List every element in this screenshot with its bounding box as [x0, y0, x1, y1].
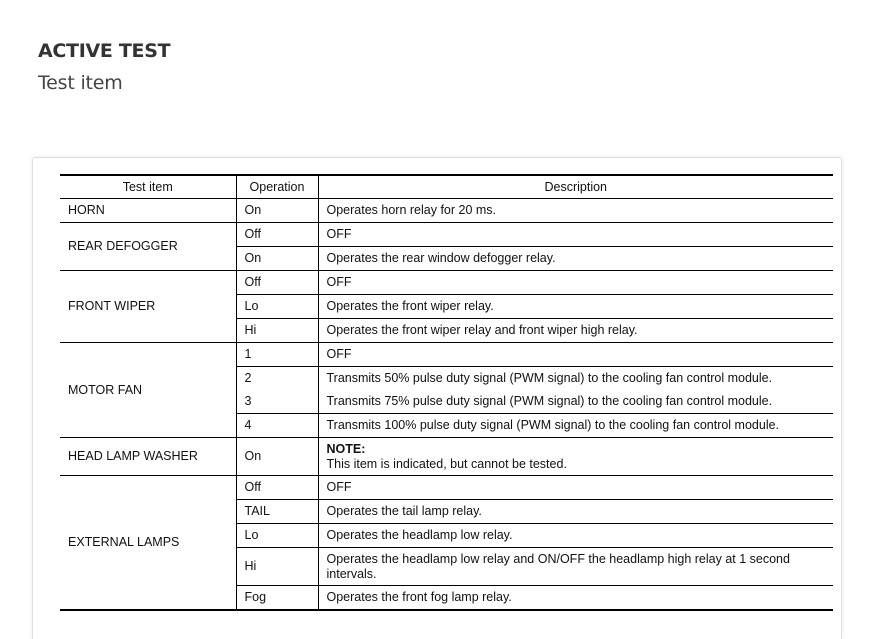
section-title: ACTIVE TEST	[38, 40, 171, 62]
operation-cell: Off	[236, 223, 318, 247]
operation-cell: On	[236, 199, 318, 223]
table-header-row	[60, 175, 833, 199]
test-item-cell: HORN	[60, 199, 236, 223]
operation-cell: Hi	[236, 319, 318, 343]
description-cell: Operates the tail lamp relay.	[318, 500, 833, 524]
description-cell: Operates the front fog lamp relay.	[318, 586, 833, 611]
operation-cell: Lo	[236, 524, 318, 548]
table-row	[60, 271, 833, 295]
description-cell: Transmits 75% pulse duty signal (PWM signal) to the cooling fan control module.	[318, 390, 833, 414]
test-item-cell: FRONT WIPER	[60, 271, 236, 343]
description-cell: Transmits 100% pulse duty signal (PWM signal) to the cooling fan control module.	[318, 414, 833, 438]
operation-cell: 1	[236, 343, 318, 367]
test-item-cell: MOTOR FAN	[60, 343, 236, 438]
operation-cell: TAIL	[236, 500, 318, 524]
column-header-description: Description	[318, 175, 833, 199]
section-subtitle: Test item	[38, 72, 123, 94]
column-header-operation: Operation	[236, 175, 318, 199]
test-item-cell: EXTERNAL LAMPS	[60, 476, 236, 611]
note-text: This item is indicated, but cannot be tested.	[326, 456, 567, 471]
operation-cell: On	[236, 247, 318, 271]
operation-cell: 2	[236, 367, 318, 391]
description-cell: Operates the front wiper relay.	[318, 295, 833, 319]
operation-cell: Off	[236, 476, 318, 500]
operation-cell: Hi	[236, 548, 318, 586]
test-item-cell: HEAD LAMP WASHER	[60, 438, 236, 476]
active-test-table	[60, 174, 833, 611]
operation-cell: Lo	[236, 295, 318, 319]
description-cell	[318, 438, 833, 476]
description-cell: Transmits 50% pulse duty signal (PWM signal) to the cooling fan control module.	[318, 367, 833, 391]
table-row	[60, 223, 833, 247]
description-cell: Operates horn relay for 20 ms.	[318, 199, 833, 223]
description-cell: Operates the headlamp low relay.	[318, 524, 833, 548]
column-header-test-item: Test item	[60, 175, 236, 199]
description-cell: OFF	[318, 223, 833, 247]
table-row	[60, 343, 833, 367]
operation-cell: 3	[236, 390, 318, 414]
description-cell: Operates the headlamp low relay and ON/OFF the headlamp high relay at 1 second intervals.	[318, 548, 833, 586]
table-row	[60, 199, 833, 223]
table-card	[32, 157, 842, 639]
test-item-cell: REAR DEFOGGER	[60, 223, 236, 271]
description-cell: Operates the rear window defogger relay.	[318, 247, 833, 271]
description-cell: OFF	[318, 271, 833, 295]
table-row	[60, 476, 833, 500]
operation-cell: On	[236, 438, 318, 476]
note-label: NOTE:	[326, 441, 366, 456]
description-cell: Operates the front wiper relay and front wiper high relay.	[318, 319, 833, 343]
operation-cell: Fog	[236, 586, 318, 611]
operation-cell: Off	[236, 271, 318, 295]
operation-cell: 4	[236, 414, 318, 438]
table-row	[60, 438, 833, 476]
description-cell: OFF	[318, 343, 833, 367]
description-cell: OFF	[318, 476, 833, 500]
